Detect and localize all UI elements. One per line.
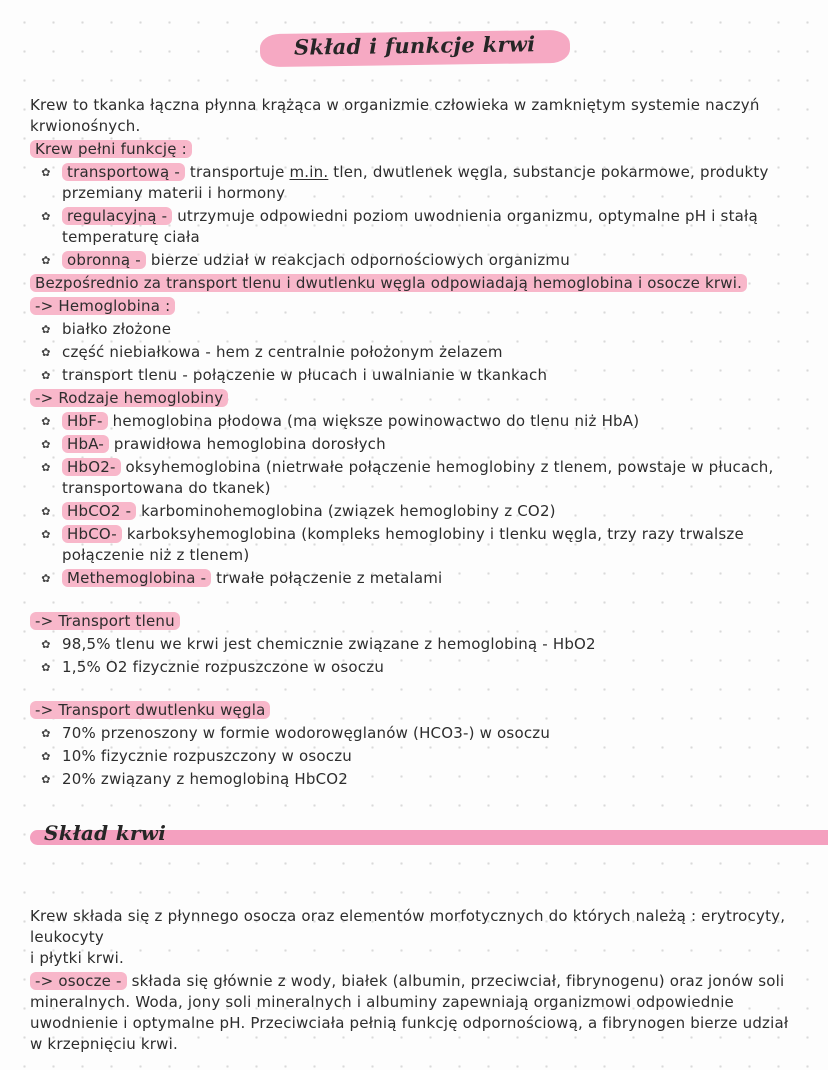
title-highlight-pill xyxy=(260,30,570,67)
functions-header-text: Krew pełni funkcję : xyxy=(30,140,192,158)
section-title: Skład krwi xyxy=(44,821,167,845)
list-item-text: 20% związany z hemoglobiną HbCO2 xyxy=(62,770,349,788)
list-item xyxy=(30,319,800,340)
function-text: tlen, dwutlenek węgla, substancje pokarmowe, produkty przemiany materii i hormony xyxy=(62,163,769,202)
list-item xyxy=(30,568,800,589)
list-item-text xyxy=(62,250,800,271)
statement-text: Bezpośrednio za transport tlenu i dwutlenku węgla odpowiadają hemoglobina i osocze krwi. xyxy=(30,274,747,292)
composition-text: Krew składa się z płynnego osocza oraz elementów morfotycznych do których należą : erytrocyty, leukocyty xyxy=(30,907,786,946)
list-item xyxy=(30,524,800,566)
flower-bullet-icon: ✿ xyxy=(41,369,51,382)
flower-bullet-icon: ✿ xyxy=(41,346,51,359)
list-item xyxy=(30,365,800,386)
flower-bullet-icon: ✿ xyxy=(41,461,51,474)
list-item xyxy=(30,457,800,499)
oxygen-header xyxy=(30,611,800,632)
list-item-text: 70% przenoszony w formie wodorowęglanów (HCO3-) w osoczu xyxy=(62,724,551,742)
list-item-text xyxy=(62,411,800,432)
function-text: bierze udział w reakcjach odpornościowych organizmu xyxy=(145,251,570,269)
page-title: Skład i funkcje krwi xyxy=(294,31,536,60)
type-label: HbCO- xyxy=(62,525,122,543)
list-item-text xyxy=(62,524,800,566)
type-label: Methemoglobina - xyxy=(62,569,211,587)
flower-bullet-icon: ✿ xyxy=(41,773,51,786)
plasma-label: -> osocze - xyxy=(30,972,127,990)
plasma-text: składa się głównie z wody, białek (albumin, przeciwciał, fibrynogenu) oraz jonów soli mineralnych. Woda, jony soli mineralnych i albuminy zapewniają organizmowi odpowiednie uwodnienie i optymalne pH. Przeciwciała pełnią funkcję odpornościową, a fibrynogen bierze udział w krzepnięciu krwi. xyxy=(30,972,789,1053)
function-text: utrzymuje odpowiedni poziom uwodnienia organizmu, optymalne pH i stałą temperaturę ciała xyxy=(62,207,758,246)
function-label: transportową - xyxy=(62,163,185,181)
list-item-text: 1,5% O2 fizycznie rozpuszczone w osoczu xyxy=(62,658,385,676)
list-item xyxy=(30,162,800,204)
flower-bullet-icon: ✿ xyxy=(41,750,51,763)
list-item xyxy=(30,206,800,248)
list-item-text xyxy=(62,206,800,248)
flower-bullet-icon: ✿ xyxy=(41,323,51,336)
flower-bullet-icon: ✿ xyxy=(41,166,51,179)
list-item xyxy=(30,501,800,522)
list-item-text xyxy=(62,457,800,499)
list-item-text: część niebiałkowa - hem z centralnie położonym żelazem xyxy=(62,343,503,361)
co2-header xyxy=(30,700,800,721)
type-text: karboksyhemoglobina (kompleks hemoglobiny i tlenku węgla, trzy razy trwalsze połączenie niż z tlenem) xyxy=(62,525,744,564)
composition-text-2: i płytki krwi. xyxy=(30,949,124,967)
types-header xyxy=(30,388,800,409)
flower-bullet-icon: ✿ xyxy=(41,528,51,541)
type-text: prawidłowa hemoglobina dorosłych xyxy=(108,435,386,453)
flower-bullet-icon: ✿ xyxy=(41,210,51,223)
list-item-text: 10% fizycznie rozpuszczony w osoczu xyxy=(62,747,352,765)
list-item xyxy=(30,411,800,432)
type-label: HbCO2 - xyxy=(62,502,136,520)
type-text: karbominohemoglobina (związek hemoglobiny z CO2) xyxy=(136,502,556,520)
list-item xyxy=(30,342,800,363)
hemoglobin-header xyxy=(30,296,800,317)
underlined-text: m.in. xyxy=(289,163,329,181)
spacer xyxy=(30,591,800,611)
page-title-wrap xyxy=(30,32,800,65)
flower-bullet-icon: ✿ xyxy=(41,638,51,651)
list-item-text xyxy=(62,162,800,204)
list-item xyxy=(30,769,800,790)
list-item-text xyxy=(62,568,800,589)
list-item-text: 98,5% tlenu we krwi jest chemicznie związane z hemoglobiną - HbO2 xyxy=(62,635,596,653)
flower-bullet-icon: ✿ xyxy=(41,438,51,451)
list-item-text: transport tlenu - połączenie w płucach i uwalnianie w tkankach xyxy=(62,366,548,384)
list-item-text xyxy=(62,434,800,455)
hemoglobin-header-text: -> Hemoglobina : xyxy=(30,297,175,315)
oxygen-header-text: -> Transport tlenu xyxy=(30,612,180,630)
list-item xyxy=(30,723,800,744)
function-text: transportuje xyxy=(184,163,290,181)
composition-paragraph xyxy=(30,906,800,969)
intro-paragraph: Krew to tkanka łączna płynna krążąca w organizmie człowieka w zamkniętym systemie naczyń krwionośnych. xyxy=(30,96,760,135)
type-text: hemoglobina płodowa (ma większe powinowactwo do tlenu niż HbA) xyxy=(107,412,640,430)
flower-bullet-icon: ✿ xyxy=(41,254,51,267)
spacer xyxy=(30,680,800,700)
type-label: HbF- xyxy=(62,412,108,430)
plasma-paragraph xyxy=(30,971,800,1055)
list-item xyxy=(30,634,800,655)
list-item xyxy=(30,657,800,678)
list-item xyxy=(30,250,800,271)
flower-bullet-icon: ✿ xyxy=(41,727,51,740)
list-item-text: białko złożone xyxy=(62,320,172,338)
type-text: trwałe połączenie z metalami xyxy=(211,569,443,587)
flower-bullet-icon: ✿ xyxy=(41,661,51,674)
type-text: oksyhemoglobina (nietrwałe połączenie hemoglobiny z tlenem, powstaje w płucach, transportowana do tkanek) xyxy=(62,458,774,497)
list-item xyxy=(30,746,800,767)
function-label: regulacyjną - xyxy=(62,207,172,225)
flower-bullet-icon: ✿ xyxy=(41,572,51,585)
section-divider xyxy=(30,821,828,850)
function-label: obronną - xyxy=(62,251,146,269)
flower-bullet-icon: ✿ xyxy=(41,505,51,518)
list-item xyxy=(30,434,800,455)
type-label: HbA- xyxy=(62,435,109,453)
types-header-text: -> Rodzaje hemoglobiny xyxy=(30,389,228,407)
flower-bullet-icon: ✿ xyxy=(41,415,51,428)
co2-header-text: -> Transport dwutlenku węgla xyxy=(30,701,270,719)
functions-header xyxy=(30,139,800,160)
type-label: HbO2- xyxy=(62,458,121,476)
highlighted-statement xyxy=(30,273,800,294)
list-item-text xyxy=(62,501,800,522)
